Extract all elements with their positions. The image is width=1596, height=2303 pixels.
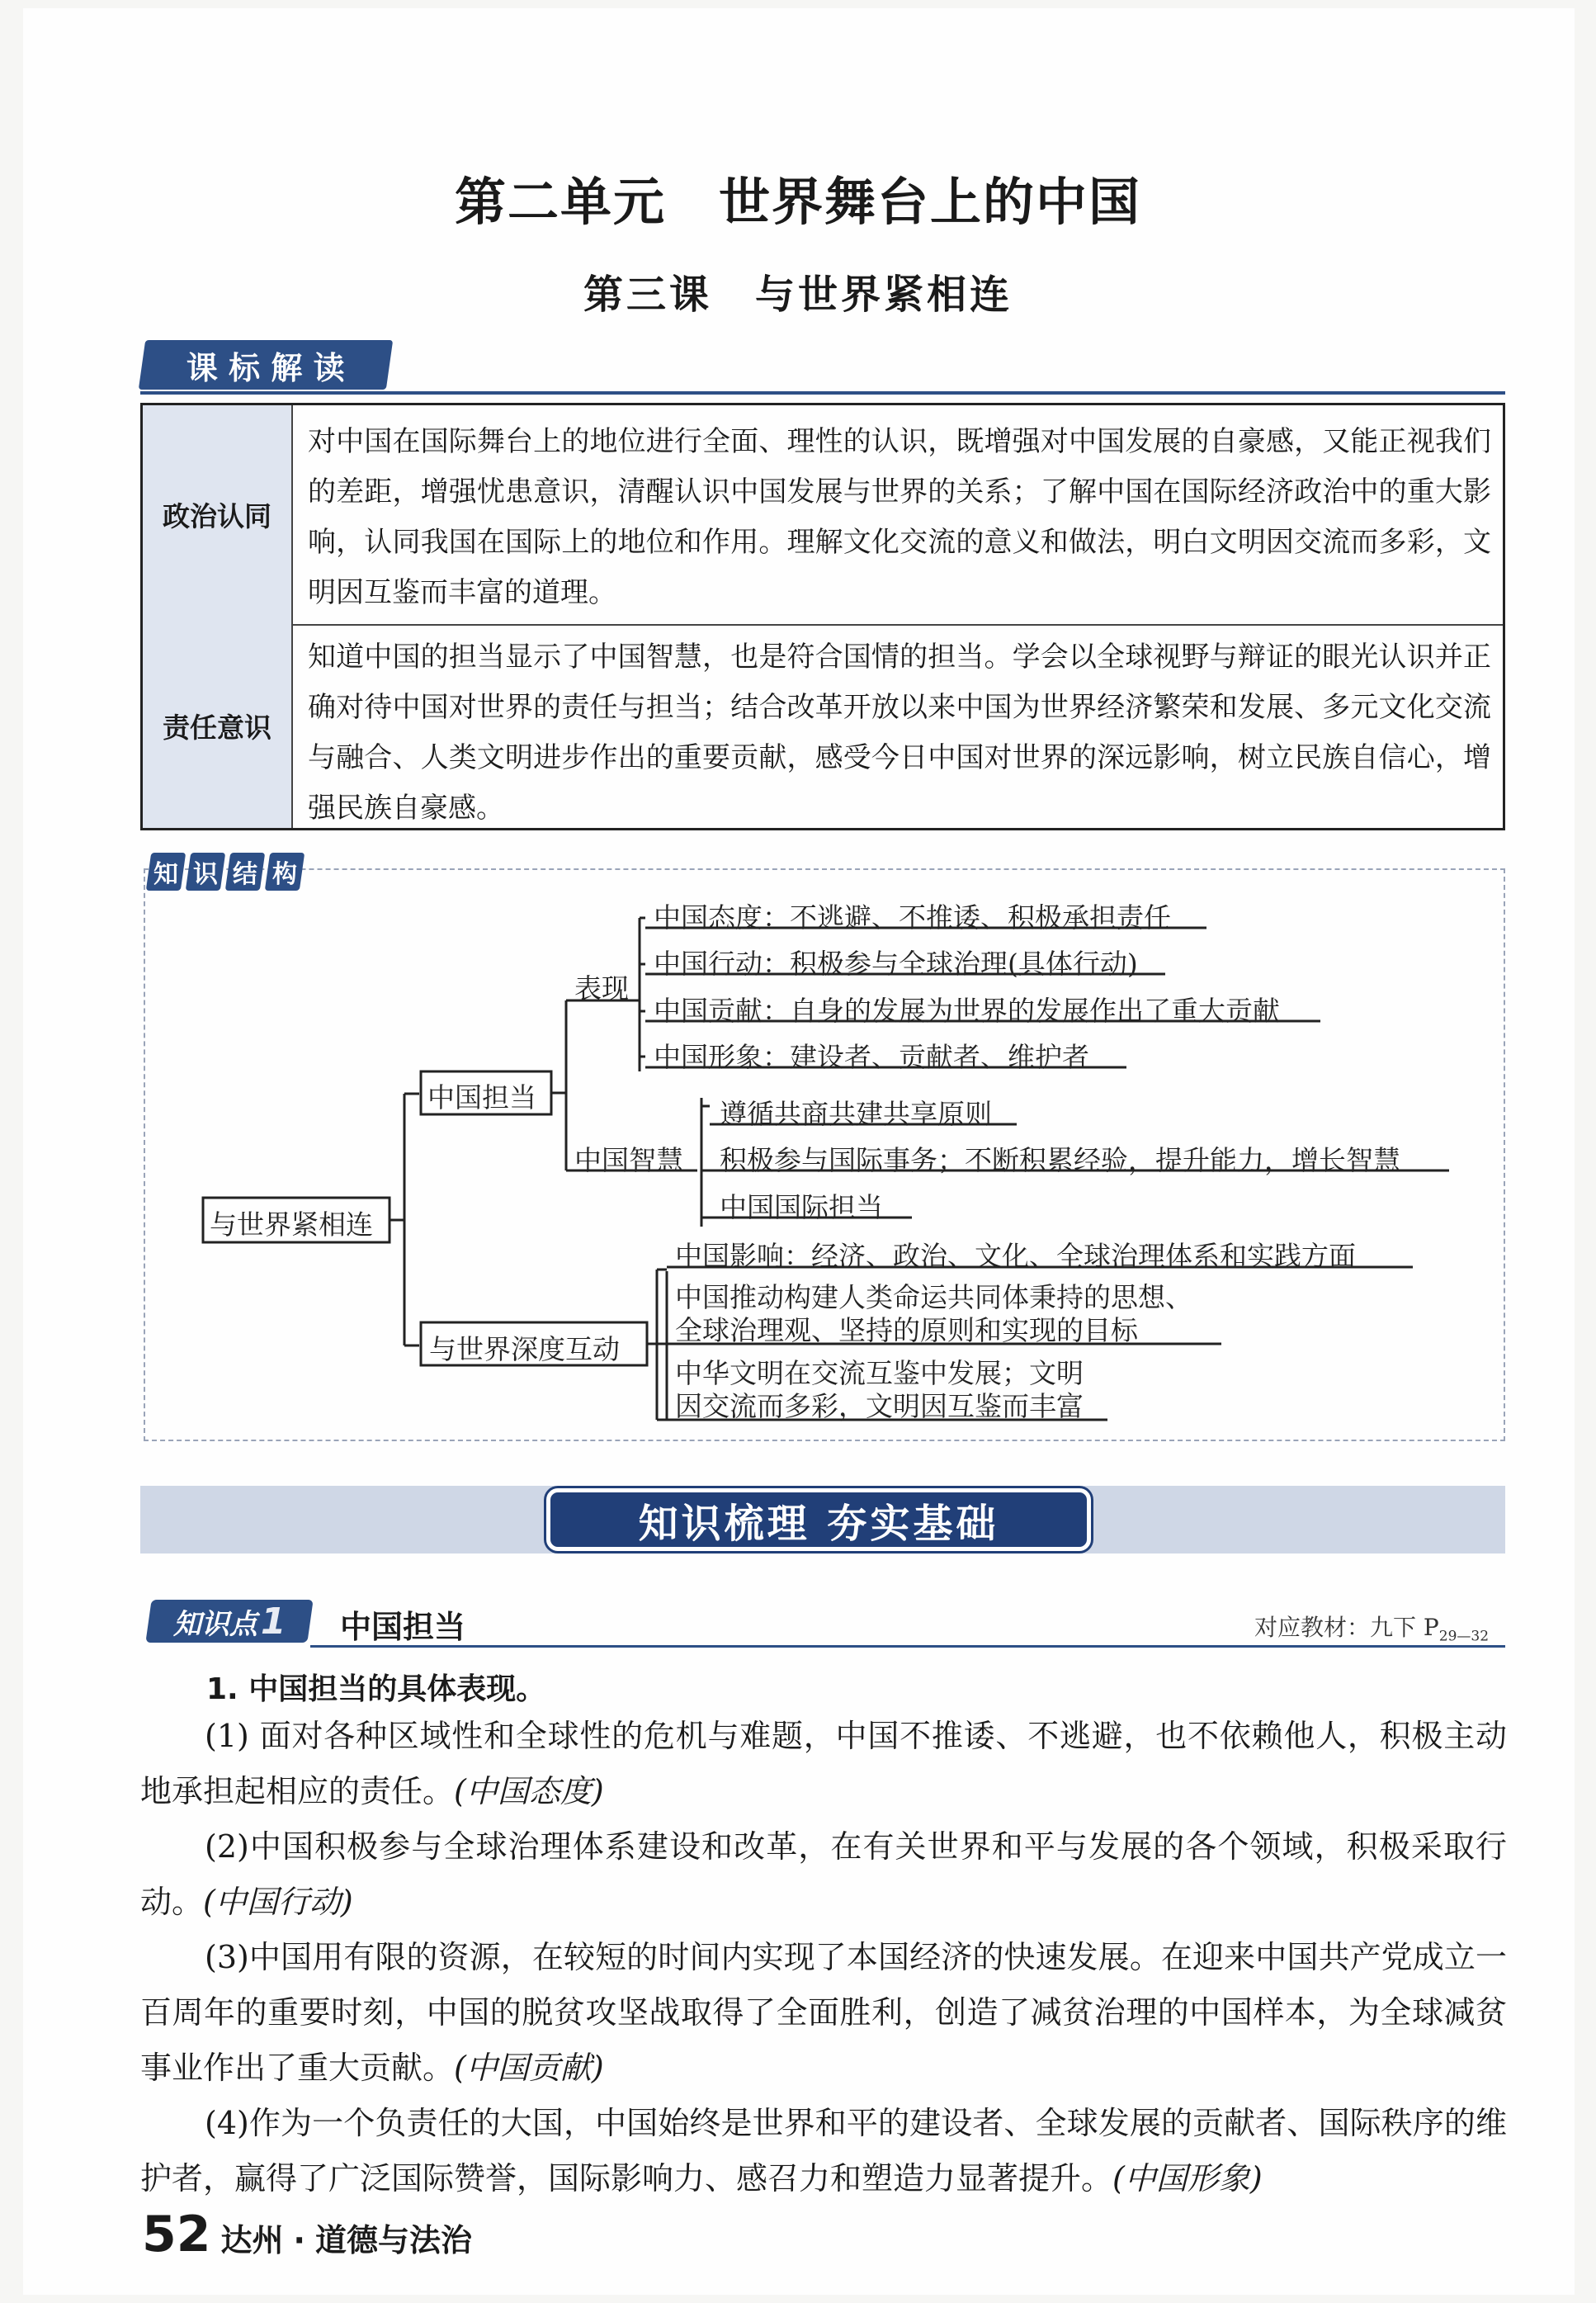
lesson-title: 第三课 与世界紧相连 [583,272,1013,318]
mindmap-branch1-sub1: 表现 [574,972,629,1005]
mindmap-root: 与世界紧相连 [210,1208,373,1241]
mindmap-item: 中国形象：建设者、贡献者、维护者 [654,1041,1089,1073]
mindmap-item: 中国推动构建人类命运共同体秉持的思想、 [675,1281,1192,1313]
mindmap-item: 因交流而多彩，文明因互鉴而丰富 [675,1390,1084,1422]
mindmap-item: 中国影响：经济、政治、文化、全球治理体系和实践方面 [675,1240,1356,1272]
curriculum-row-label: 政治认同 [143,405,293,624]
textbook-reference-pages: 29—32 [1438,1628,1490,1645]
textbook-reference-prefix: 对应教材：九下 P [1254,1614,1439,1641]
body-paragraph: (4)作为一个负责任的大国，中国始终是世界和平的建设者、全球发展的贡献者、国际秩序的维护者，赢得了广泛国际赞誉，国际影响力、感召力和塑造力显著提升。(中国形象) [140,2105,1507,2197]
footer-dot: · [293,2222,305,2258]
body-paragraph: (1) 面对各种区域性和全球性的危机与难题，中国不推诿、不逃避，也不依赖他人，积极主动地承担起相应的责任。(中国态度) [140,1718,1507,1809]
mindmap-item: 遵循共商共建共享原则 [720,1098,992,1130]
paragraph-note: (中国态度) [454,1773,604,1809]
mindmap-item: 中国国际担当 [720,1191,883,1223]
knowledge-point-tag-label: 知识点 [172,1607,257,1641]
mindmap-branch1: 中国担当 [427,1081,536,1114]
unit-title: 第二单元 世界舞台上的中国 [454,172,1141,232]
mindmap-item: 全球治理观、坚持的原则和实现的目标 [675,1314,1138,1346]
knowledge-structure-tag-char: 结 [225,853,265,891]
body-paragraph: (2)中国积极参与全球治理体系建设和改革，在有关世界和平与发展的各个领域，积极采取行动。(中国行动) [140,1828,1507,1920]
curriculum-row-label: 责任意识 [143,624,293,828]
section-heading: 1. 中国担当的具体表现。 [206,1672,546,1706]
curriculum-row-text: 对中国在国际舞台上的地位进行全面、理性的认识，既增强对中国发展的自豪感，又能正视我们的差距，增强忧患意识，清醒认识中国发展与世界的关系；了解中国在国际经济政治中的重大影响，认同我国在国际上的地位和作用。理解文化交流的意义和做法，明白文明因交流而多彩，文明因互鉴而丰富的道理。 [308,425,1491,609]
mindmap-branch2: 与世界深度互动 [429,1333,620,1365]
knowledge-point-title: 中国担当 [340,1609,466,1645]
paragraph-note: (中国形象) [1112,2160,1263,2197]
branch2-bracket [647,1270,667,1420]
curriculum-row-text: 知道中国的担当显示了中国智慧，也是符合国情的担当。学会以全球视野与辩证的眼光认识并正确对待中国对世界的责任与担当；结合改革开放以来中国为世界经济繁荣和发展、多元文化交流与融合、人类文明进步作出的重要贡献，感受今日中国对世界的深远影响，树立民族自信心，增强民族自豪感。 [308,641,1491,825]
sub2-bracket [701,1098,710,1227]
sub1-bracket [634,918,645,1071]
section-banner-title: 知识梳理 夯实基础 [546,1488,1091,1551]
textbook-reference [1254,1610,1489,1645]
mindmap-item: 中国贡献：自身的发展为世界的发展作出了重大贡献 [654,995,1280,1027]
page-number: 52 [142,2206,211,2263]
paragraph-note: (中国行动) [203,1884,353,1920]
mindmap-item: 中华文明在交流互鉴中发展；文明 [675,1357,1084,1389]
footer [142,2206,472,2263]
footer-subject: 道德与法治 [314,2222,472,2258]
knowledge-structure-tag-char: 构 [265,853,305,891]
root-connector [390,1094,419,1345]
knowledge-point-number: 1 [260,1600,286,1643]
mindmap-item: 中国行动：积极参与全球治理(具体行动) [654,948,1138,980]
knowledge-structure-tag-char: 识 [186,853,225,891]
knowledge-point-underline [310,1645,1505,1648]
body-paragraph: (3)中国用有限的资源，在较短的时间内实现了本国经济的快速发展。在迎来中国共产党成立一百周年的重要时刻，中国的脱贫攻坚战取得了全面胜利，创造了减贫治理的中国样本，为全球减贫事业作出了重大贡献。(中国贡献) [140,1939,1507,2086]
curriculum-tag-label: 课 标 解 读 [187,349,345,386]
mindmap-item: 中国态度：不逃避、不推诿、积极承担责任 [654,901,1171,934]
knowledge-point-tag [145,1600,313,1643]
mindmap-item: 积极参与国际事务；不断积累经验，提升能力，增长智慧 [720,1144,1400,1176]
paragraph-note: (中国贡献) [454,2050,604,2086]
mindmap-branch1-sub2: 中国智慧 [574,1144,683,1176]
knowledge-structure-tag-char: 知 [146,853,186,891]
footer-region: 达州 [220,2222,284,2258]
